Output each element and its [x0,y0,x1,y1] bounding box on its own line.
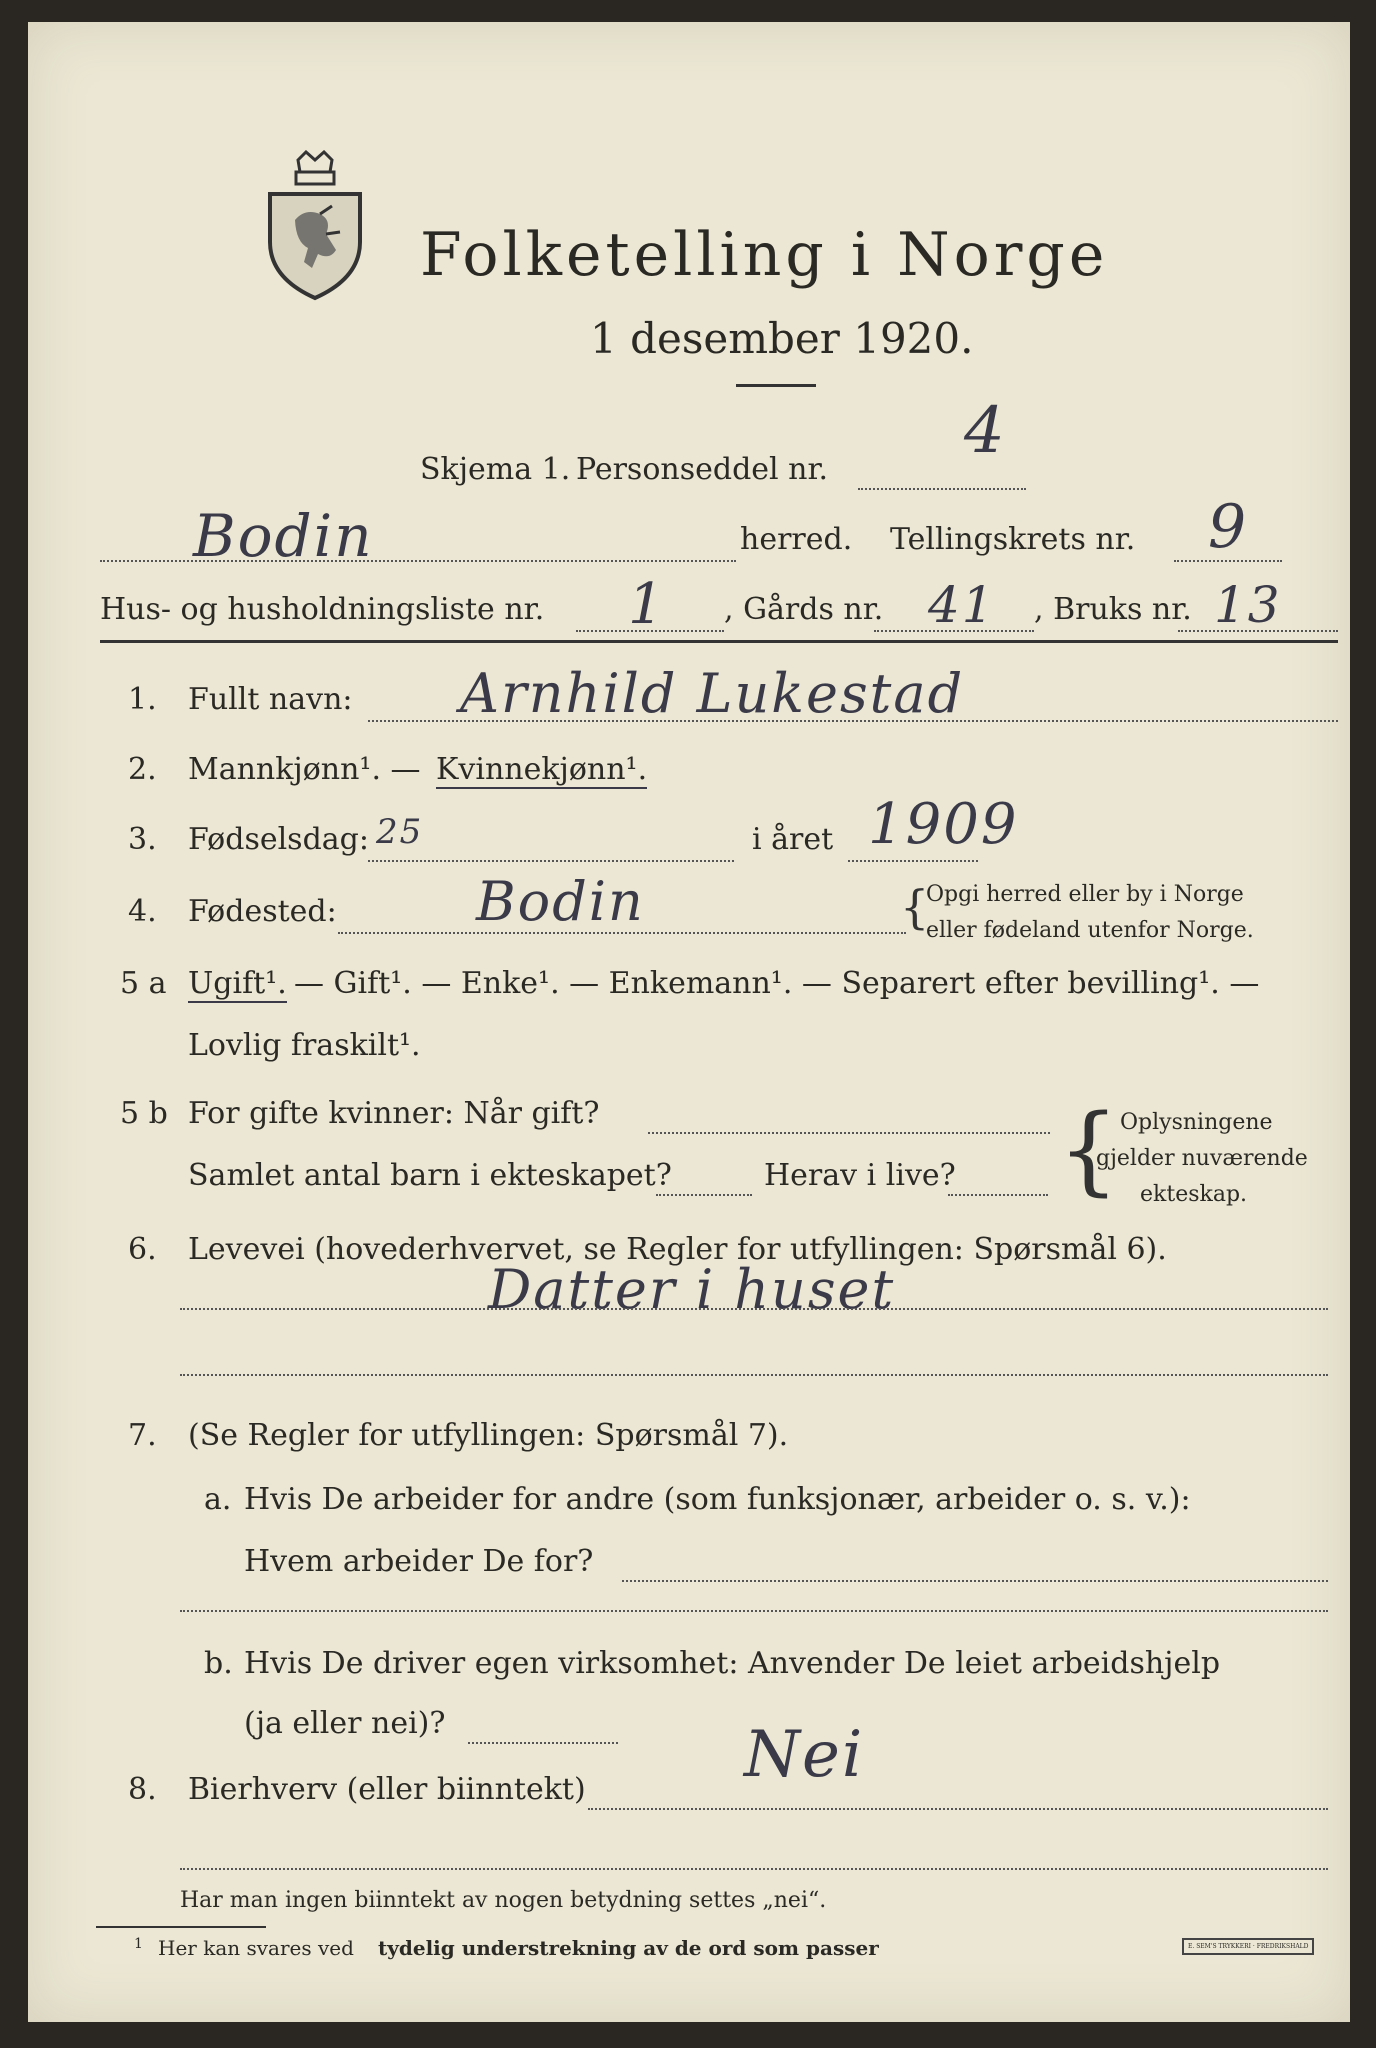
hus-value: 1 [628,572,666,637]
q5b-alive-label: Herav i live? [764,1158,956,1193]
q7b-line2: (ja eller nei)? [244,1706,446,1741]
q7b-letter: b. [204,1646,233,1681]
q1-number: 1. [128,682,157,717]
birth-year-field[interactable] [848,860,978,862]
census-form [28,22,1350,2022]
footnote-text: Her kan svares ved [158,1936,354,1960]
marital-options[interactable]: — Gift¹. — Enke¹. — Enkemann¹. — Separert efter bevilling¹. — [294,966,1260,1001]
form-title: Folketelling i Norge [420,220,1109,290]
sex-option-female[interactable]: Kvinnekjønn¹. [436,752,648,787]
footnote-mark: 1 [134,1936,143,1952]
hus-label: Hus- og husholdningsliste nr. [100,592,545,627]
title-divider [736,384,816,387]
q6-label: Levevei (hovederhvervet, se Regler for utfyllingen: Spørsmål 6). [188,1232,1167,1267]
footnote-emphasis: tydelig understrekning av de ord som passer [378,1936,879,1960]
q6-number: 6. [128,1232,157,1267]
birth-year-value: 1909 [868,792,1019,857]
birthday-value: 25 [376,812,424,852]
q7b-line1: Hvis De driver egen virksomhet: Anvender De leiet arbeidshjelp [244,1646,1221,1681]
schema-label: Skjema 1. [420,452,571,487]
herred-value: Bodin [193,502,374,570]
q7a-line2: Hvem arbeider De for? [244,1544,594,1579]
form-date: 1 desember 1920. [590,314,974,363]
q3-number: 3. [128,822,157,857]
gards-value: 41 [928,576,996,634]
side-income-value: Nei [744,1718,865,1792]
occupation-field-2[interactable] [180,1374,1328,1376]
q7a-line1: Hvis De arbeider for andre (som funksjonær, arbeider o. s. v.): [244,1482,1191,1517]
employer-field[interactable] [622,1580,1328,1582]
herred-field[interactable] [100,560,736,562]
q4-note-2: eller fødeland utenfor Norge. [926,918,1254,943]
hired-help-field[interactable] [468,1742,618,1744]
q8-number: 8. [128,1772,157,1807]
q5b-note-1: Oplysningene [1120,1110,1273,1135]
q4-number: 4. [128,894,157,929]
married-when-field[interactable] [648,1132,1050,1134]
q5b-married-label: For gifte kvinner: Når gift? [188,1096,600,1131]
q1-label: Fullt navn: [188,682,353,717]
q5b-brace: { [1058,1094,1120,1206]
gards-label: , Gårds nr. [724,592,884,627]
birthplace-value: Bodin [476,870,645,933]
children-count-field[interactable] [656,1194,752,1196]
bruks-value: 13 [1214,576,1282,634]
q5b-children-label: Samlet antal barn i ekteskapet? [188,1158,672,1193]
tellingskrets-label: Tellingskrets nr. [890,522,1136,557]
sex-option-male[interactable]: Mannkjønn¹. — [188,752,421,787]
q5b-note-2: gjelder nuværende [1096,1146,1308,1171]
q7-label: (Se Regler for utfyllingen: Spørsmål 7). [188,1418,789,1453]
employer-field-2[interactable] [180,1610,1328,1612]
q3-label: Fødselsdag: [188,822,369,857]
q4-brace: { [900,880,930,934]
birthday-field[interactable] [368,860,734,862]
tellingskrets-value: 9 [1208,492,1249,562]
birth-year-label: i året [752,822,834,857]
q5b-number: 5 b [120,1096,168,1131]
personseddel-field[interactable] [858,488,1026,490]
q5b-note-3: ekteskap. [1140,1182,1248,1207]
occupation-field[interactable] [180,1308,1328,1310]
printer-stamp: E. SEM'S TRYKKERI · FREDRIKSHALD [1182,1938,1314,1955]
header-rule [100,640,1338,643]
q8-label: Bierhverv (eller biinntekt) [188,1772,586,1807]
side-income-field-2[interactable] [180,1868,1328,1870]
norwegian-coat-of-arms-icon [260,150,370,302]
q2-number: 2. [128,752,157,787]
marital-option-fraskilt[interactable]: Lovlig fraskilt¹. [188,1028,421,1063]
q4-note-1: Opgi herred eller by i Norge [926,882,1244,907]
personseddel-value: 4 [964,394,1007,468]
herred-label: herred. [740,522,853,557]
footnote-rule [96,1926,266,1928]
q7-number: 7. [128,1418,157,1453]
q7a-letter: a. [204,1482,232,1517]
children-alive-field[interactable] [948,1194,1048,1196]
q4-label: Fødested: [188,894,337,929]
bruks-label: , Bruks nr. [1034,592,1192,627]
occupation-value: Datter i huset [488,1258,896,1321]
marital-option-ugift[interactable]: Ugift¹. [188,966,287,1001]
personseddel-label: Personseddel nr. [576,452,829,487]
side-income-field[interactable] [588,1808,1328,1810]
full-name-value: Arnhild Lukestad [460,662,965,725]
q5a-number: 5 a [120,966,167,1001]
q8-note: Har man ingen biinntekt av nogen betydning settes „nei“. [180,1888,827,1913]
